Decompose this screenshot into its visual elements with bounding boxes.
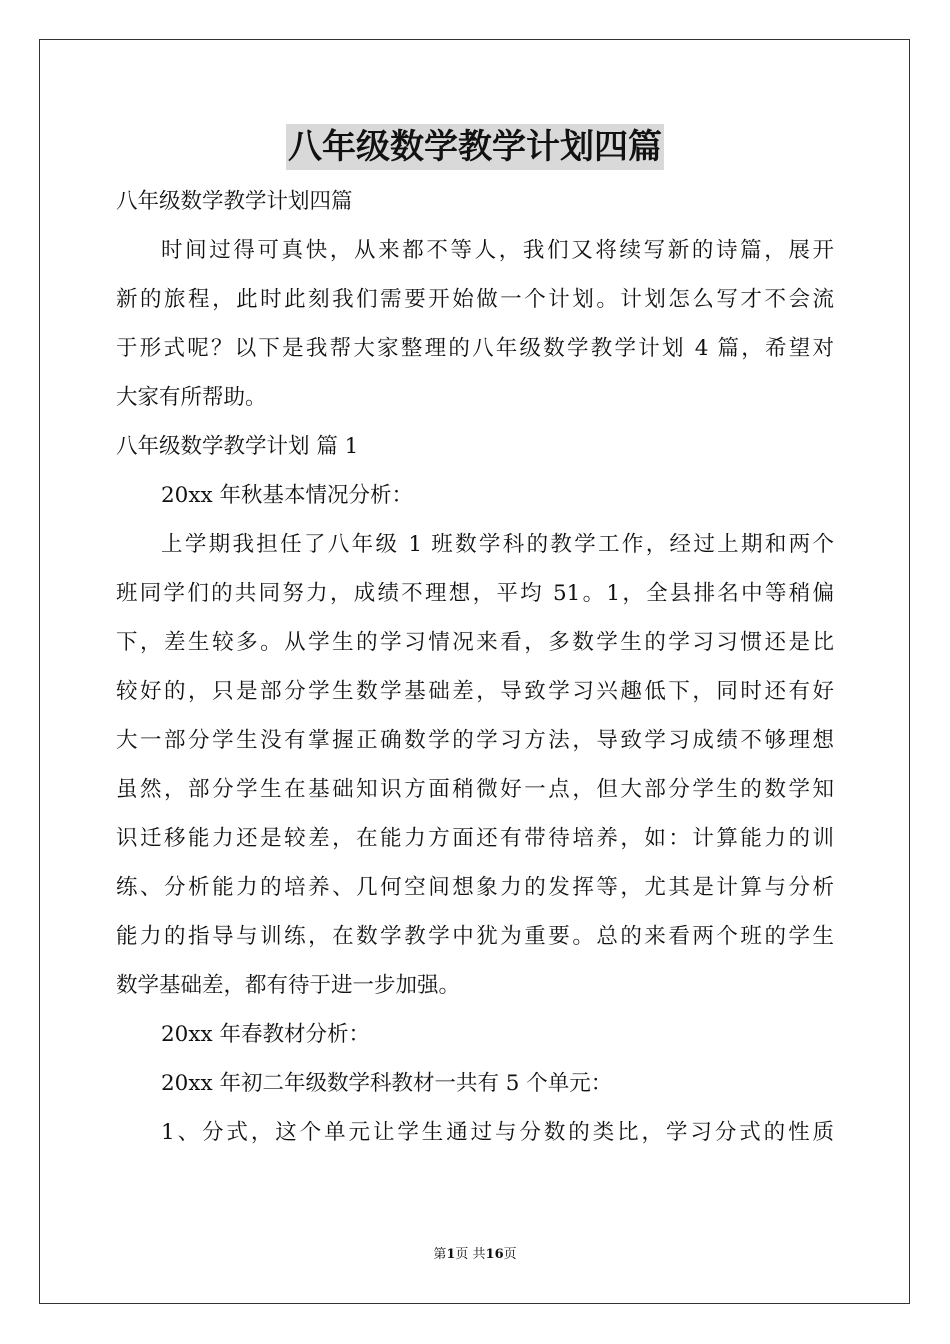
text-line: 下，差生较多。从学生的学习情况来看，多数学生的学习习惯还是比 (116, 630, 834, 655)
footer-page-number: 1 (446, 1247, 456, 1262)
text-line: 数学基础差，都有待于进一步加强。 (116, 973, 461, 998)
text-line: 时间过得可真快，从来都不等人，我们又将续写新的诗篇，展开 (161, 238, 834, 263)
footer-mid: 页 共 (455, 1247, 486, 1262)
text-line: 大家有所帮助。 (116, 385, 267, 410)
document-body (116, 177, 834, 1157)
text-line: 八年级数学教学计划四篇 (116, 189, 353, 214)
text-line: 班同学们的共同努力，成绩不理想，平均 51。1，全县排名中等稍偏 (116, 581, 834, 606)
text-line: 1、分式，这个单元让学生通过与分数的类比，学习分式的性质 (161, 1120, 834, 1145)
page-footer (0, 1246, 950, 1264)
text-line: 虽然，部分学生在基础知识方面稍微好一点，但大部分学生的数学知 (116, 777, 834, 802)
text-line: 上学期我担任了八年级 1 班数学科的教学工作，经过上期和两个 (161, 532, 834, 557)
text-line: 20xx 年秋基本情况分析： (161, 483, 413, 508)
text-line: 识迁移能力还是较差，在能力方面还有带待培养，如：计算能力的训 (116, 826, 834, 851)
text-line: 20xx 年春教材分析： (161, 1022, 370, 1047)
text-line: 于形式呢？以下是我帮大家整理的八年级数学教学计划 4 篇，希望对 (116, 336, 834, 361)
text-line: 八年级数学教学计划 篇 1 (116, 434, 359, 459)
text-line: 能力的指导与训练，在数学教学中犹为重要。总的来看两个班的学生 (116, 924, 834, 949)
text-line: 练、分析能力的培养、几何空间想象力的发挥等，尤其是计算与分析 (116, 875, 834, 900)
text-line: 大一部分学生没有掌握正确数学的学习方法，导致学习成绩不够理想 (116, 728, 834, 753)
document-title: 八年级数学教学计划四篇 (286, 124, 664, 170)
footer-total-pages: 16 (485, 1247, 504, 1262)
footer-suffix: 页 (503, 1247, 517, 1262)
footer-prefix: 第 (433, 1247, 447, 1262)
text-line: 较好的，只是部分学生数学基础差，导致学习兴趣低下，同时还有好 (116, 679, 834, 704)
text-line: 新的旅程，此时此刻我们需要开始做一个计划。计划怎么写才不会流 (116, 287, 834, 312)
text-line: 20xx 年初二年级数学科教材一共有 5 个单元： (161, 1071, 613, 1096)
title-container (0, 124, 950, 170)
